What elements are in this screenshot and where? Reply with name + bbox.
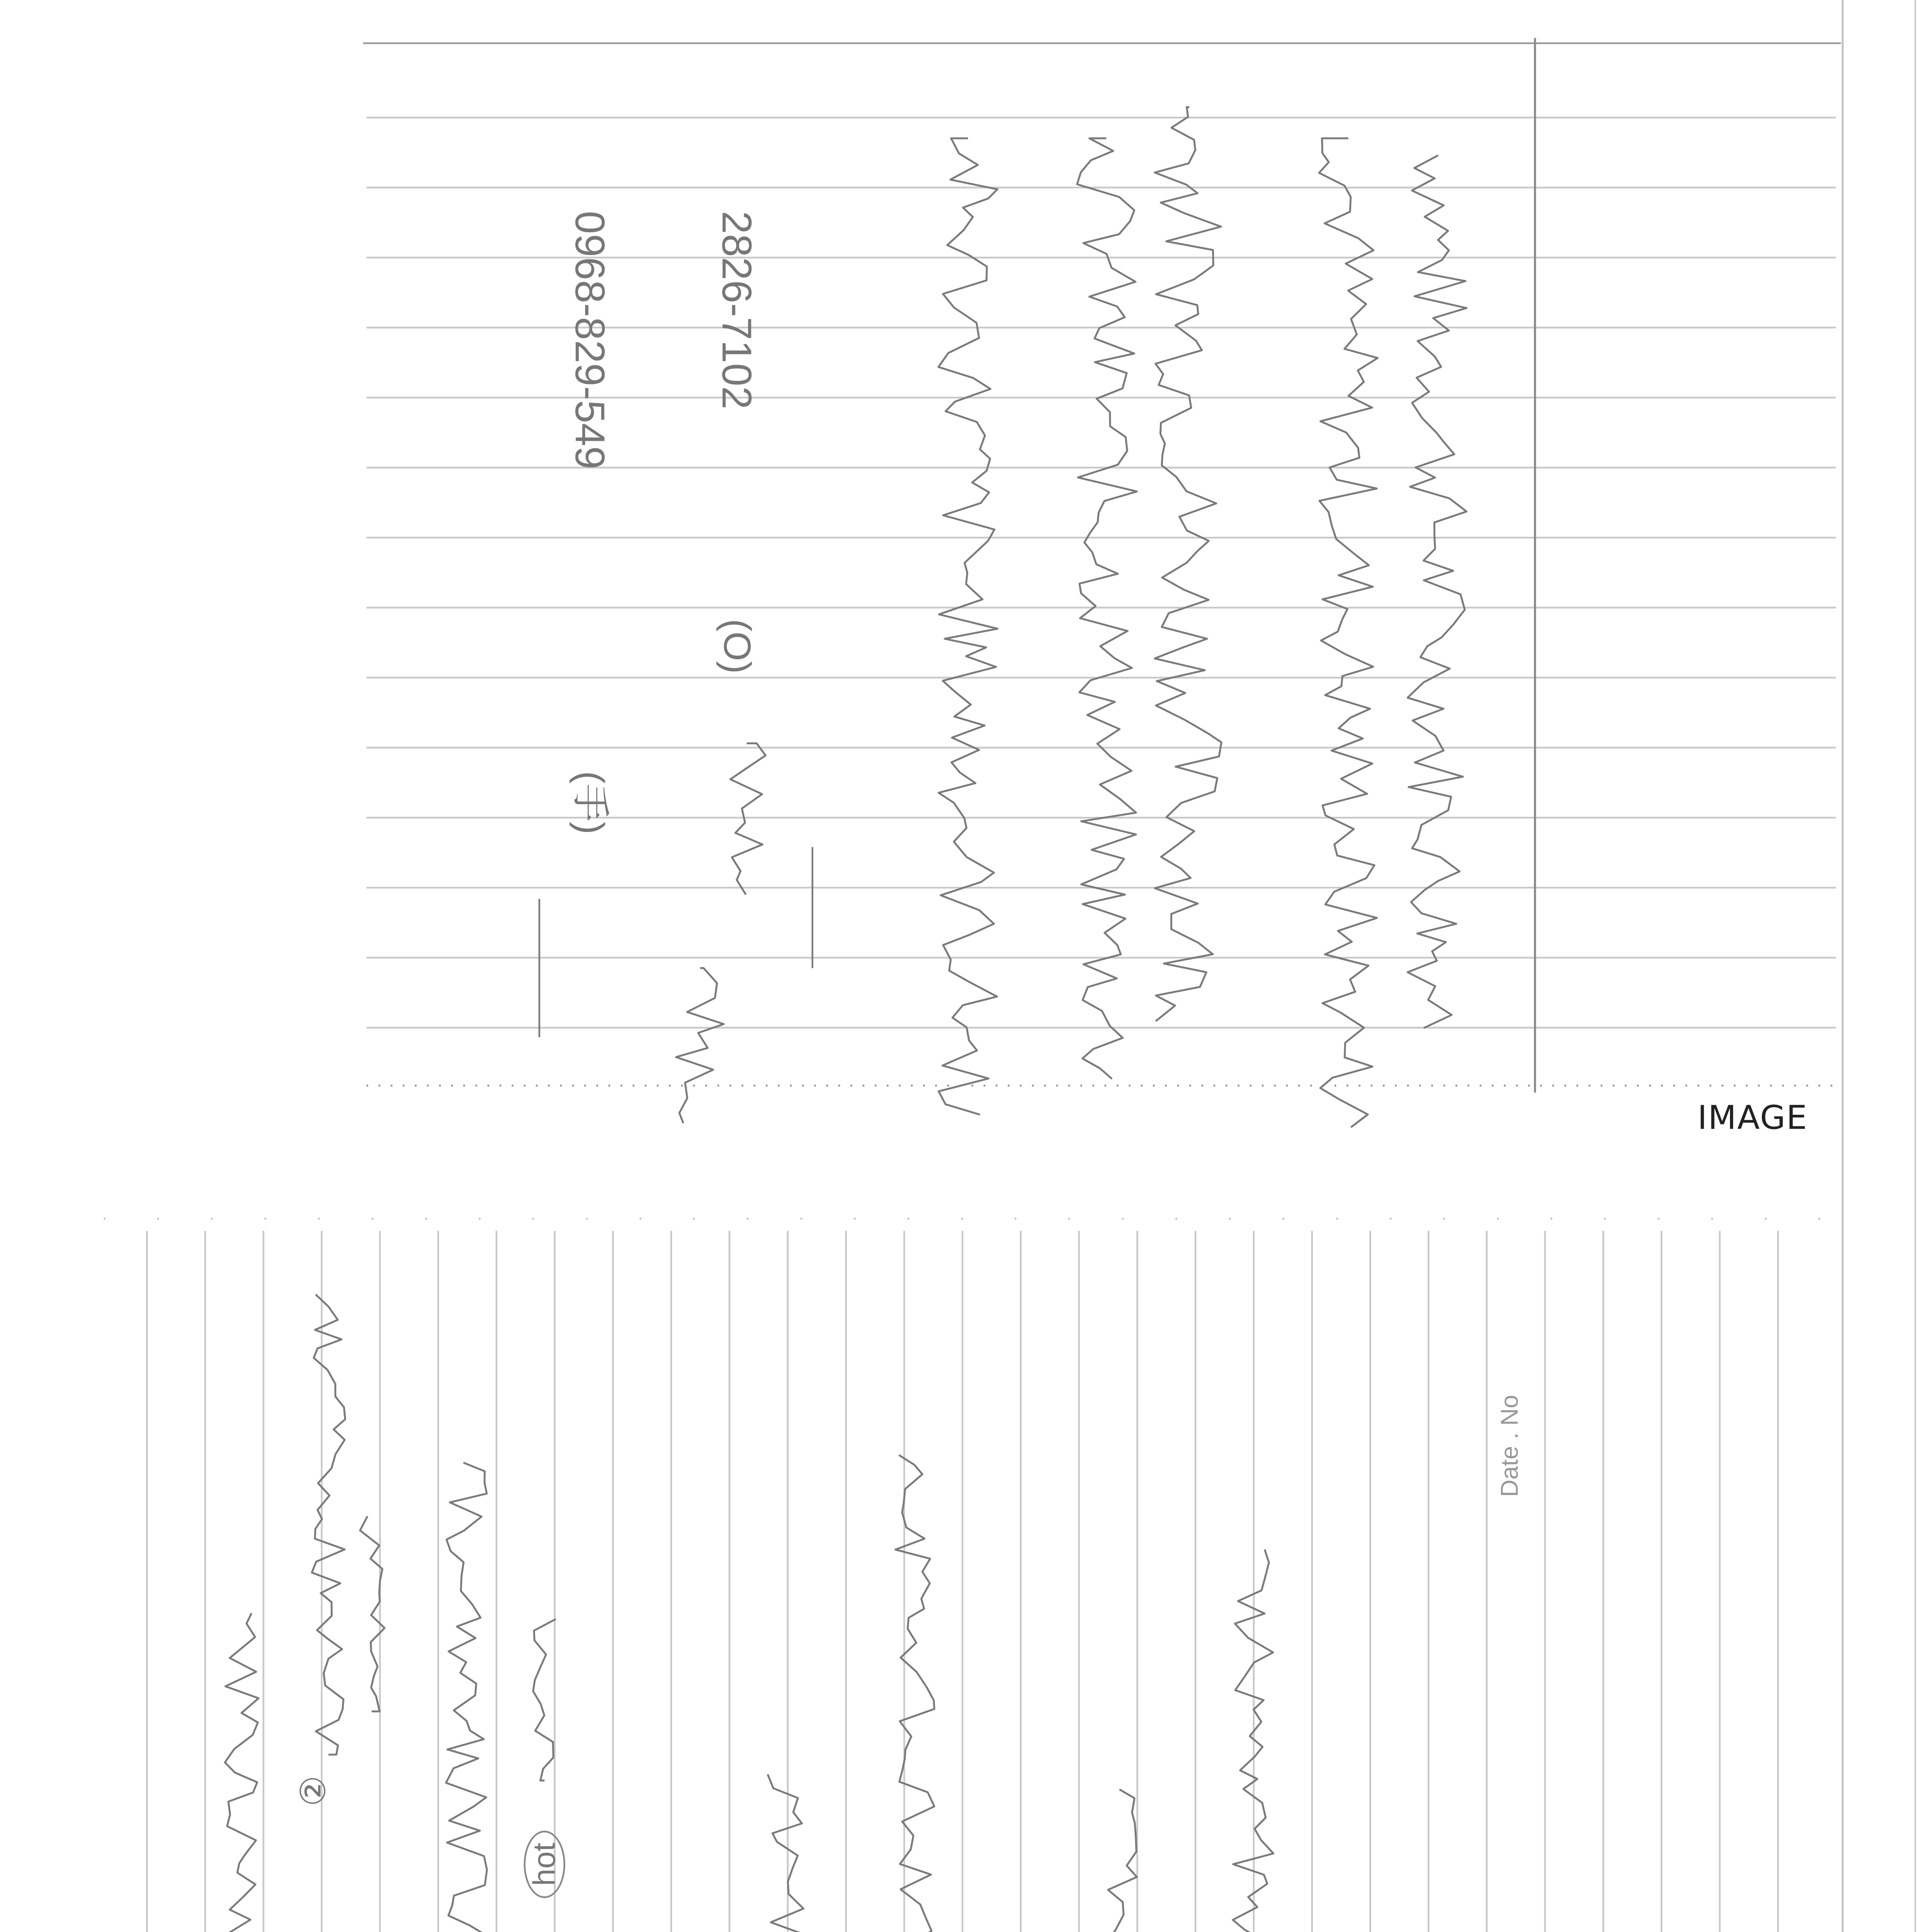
date-no-header: Date . No: [1495, 1395, 1523, 1497]
handwriting-stroke: [938, 138, 998, 1115]
handwriting-stroke: [1077, 138, 1137, 1079]
item-two-marker: ②: [295, 1775, 334, 1807]
handwriting-stroke: [730, 743, 766, 895]
handwriting-stroke: [312, 1294, 345, 1755]
handwriting-stroke: [1408, 156, 1467, 1028]
handwriting-stroke: [360, 1516, 385, 1711]
handwriting-stroke: [676, 968, 724, 1123]
mobile-number: 0968-829-549: [565, 211, 612, 469]
handwriting-stroke: [896, 1455, 937, 1932]
notebook-brand-logo: IMAGE: [1697, 1099, 1808, 1138]
handwriting-stroke: [533, 1619, 556, 1781]
office-tag: (O): [715, 619, 759, 674]
hot-note: hot: [524, 1831, 565, 1898]
handwriting-stroke: [1155, 107, 1222, 1021]
mobile-tag: (手): [569, 771, 612, 835]
handwriting-stroke: [446, 1463, 487, 1932]
handwriting-stroke: [1319, 138, 1378, 1127]
handwriting-stroke: [225, 1613, 259, 1932]
office-number: 2826-7102: [712, 211, 759, 410]
